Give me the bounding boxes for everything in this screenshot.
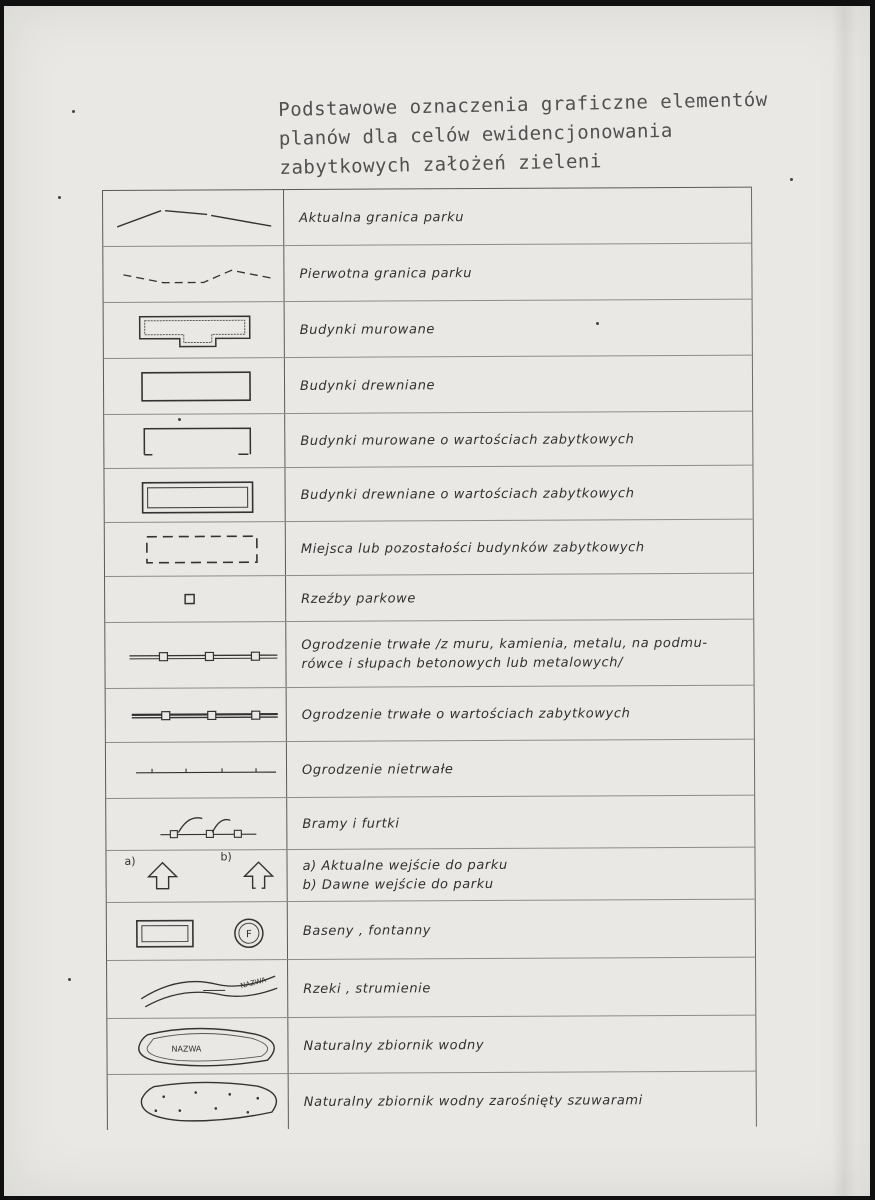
- river-name-label: NAZWA: [239, 976, 268, 991]
- scan-speck: [178, 418, 181, 421]
- legend-row: [104, 411, 752, 469]
- legend-row: [105, 573, 753, 623]
- scan-speck: [596, 322, 599, 325]
- legend-row: [107, 899, 755, 961]
- historic-fence-icon: [106, 688, 286, 743]
- legend-row: [106, 739, 754, 799]
- label-b: b): [220, 850, 232, 864]
- legend-text: Budynki murowane o wartościach zabytkowych: [300, 431, 635, 449]
- legend-text: Aktualna granica parku: [299, 209, 465, 226]
- legend-text-line-2: rówce i słupach betonowych lub metalowych/: [301, 655, 624, 672]
- legend-row: [104, 299, 752, 359]
- legend-text: Baseny , fontanny: [302, 922, 432, 939]
- legend-text: Naturalny zbiornik wodny zarośnięty szuwarami: [303, 1092, 643, 1110]
- historic-wooden-building-icon: [104, 468, 284, 523]
- legend-text: Budynki murowane: [299, 321, 436, 338]
- temporary-fence-icon: [106, 742, 286, 799]
- legend-text: [302, 848, 752, 902]
- legend-row: [105, 519, 753, 577]
- legend-text: Pierwotna granica parku: [299, 265, 473, 282]
- legend-text: Naturalny zbiornik wodny: [303, 1037, 485, 1054]
- reservoir-icon: [107, 1018, 287, 1075]
- label-a: a): [124, 854, 136, 868]
- legend-text: Budynki drewniane o wartościach zabytkowych: [300, 485, 635, 503]
- scan-speck: [58, 196, 61, 199]
- dashed-boundary-short-icon: [103, 246, 283, 303]
- legend-row: [106, 685, 754, 743]
- gate-icon: [106, 798, 286, 851]
- title-line-1: Podstawowe oznaczenia graficzne elementów: [278, 88, 768, 121]
- legend-row: [107, 957, 755, 1019]
- lake-name-label: NAZWA: [171, 1044, 202, 1054]
- legend-text-line-2: b) Dawne wejście do parku: [302, 876, 494, 893]
- legend-row: [106, 795, 754, 851]
- dashed-rectangle-icon: [105, 522, 285, 577]
- legend-text-line-1: Ogrodzenie trwałe /z muru, kamienia, metalu, na podmu-: [301, 635, 708, 653]
- legend-row: [108, 1071, 756, 1131]
- river-icon: [107, 960, 287, 1019]
- scan-speck: [68, 978, 71, 981]
- legend-text-line-1: a) Aktualne wejście do parku: [302, 857, 508, 874]
- overgrown-reservoir-icon: [108, 1074, 288, 1131]
- fountain-letter: F: [245, 929, 252, 941]
- legend-row: [105, 619, 753, 689]
- brick-building-icon: [104, 302, 284, 359]
- title-line-3: zabytkowych założeń zieleni: [279, 150, 603, 179]
- legend-text: Rzeźby parkowe: [301, 590, 417, 607]
- pool-fountain-icon: [107, 902, 287, 961]
- wooden-building-icon: [104, 358, 284, 415]
- dashed-boundary-long-icon: [103, 190, 283, 247]
- legend-text: [301, 620, 751, 688]
- legend-row: [104, 355, 752, 415]
- legend-text: Budynki drewniane: [299, 377, 436, 394]
- scan-speck: [72, 110, 75, 113]
- scan-speck: [790, 178, 793, 181]
- legend-row: [104, 465, 752, 523]
- document-title: [278, 86, 780, 183]
- legend-text: Ogrodzenie nietrwałe: [302, 761, 454, 778]
- legend-table: [102, 187, 757, 1130]
- legend-row: [103, 187, 751, 247]
- title-line-2: planów dla celów ewidencjonowania: [278, 119, 674, 150]
- legend-text: Miejsca lub pozostałości budynków zabytkowych: [300, 539, 645, 557]
- legend-text: Bramy i furtki: [302, 815, 400, 832]
- historic-brick-building-icon: [104, 414, 284, 469]
- legend-row: [107, 1015, 755, 1075]
- legend-row: [106, 847, 754, 903]
- entrance-arrow-icon: [106, 850, 286, 903]
- scan-shadow: [832, 6, 856, 1196]
- legend-text: Rzeki , strumienie: [303, 980, 432, 997]
- legend-row: [103, 243, 751, 303]
- legend-text: Ogrodzenie trwałe o wartościach zabytkowych: [301, 705, 631, 723]
- small-square-icon: [105, 576, 285, 623]
- permanent-fence-icon: [105, 622, 285, 689]
